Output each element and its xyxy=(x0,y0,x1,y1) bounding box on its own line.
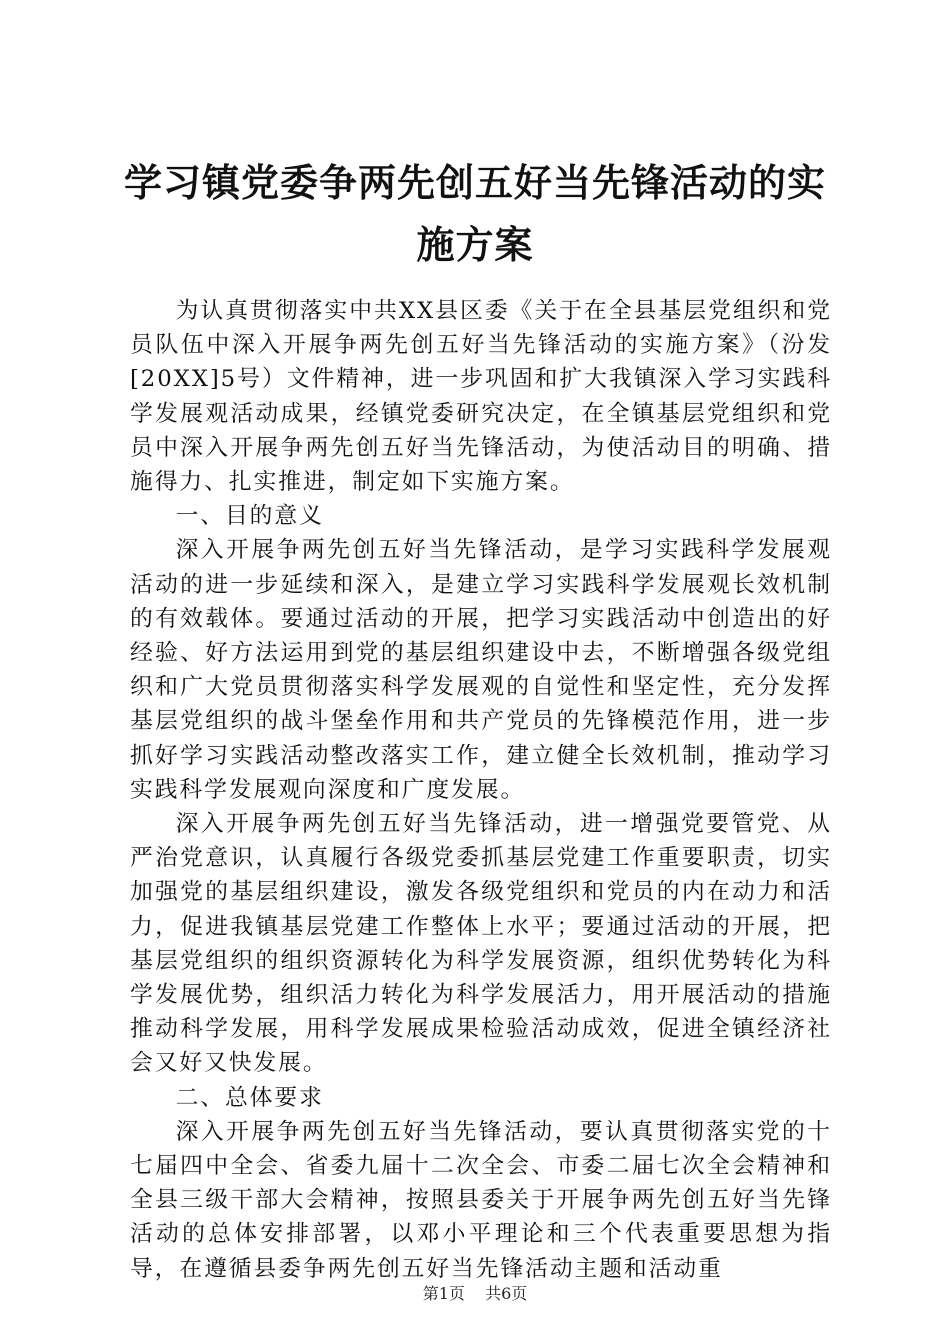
purpose-paragraph-1: 深入开展争两先创五好当先锋活动，是学习实践科学发展观活动的进一步延续和深入，是建立学习实践科学发展观长效机制的有效载体。要通过活动的开展，把学习实践活动中创造出的好经验、好方法运用到党的基层组织建设中去，不断增强各级党组织和广大党员贯彻落实科学发展观的自觉性和坚定性，充分发挥基层党组织的战斗堡垒作用和共产党员的先锋模范作用，进一步抓好学习实践活动整改落实工作，建立健全长效机制，推动学习实践科学发展观向深度和广度发展。 xyxy=(130,537,832,803)
section-heading-requirements: 二、总体要求 xyxy=(175,1084,324,1111)
intro-paragraph: 为认真贯彻落实中共XX县区委《关于在全县基层党组织和党员队伍中深入开展争两先创五好当先锋活动的实施方案》（汾发[20XX]5号）文件精神，进一步巩固和扩大我镇深入学习实践科学发展观活动成果，经镇党委研究决定，在全镇基层党组织和党员中深入开展争两先创五好当先锋活动，为使活动目的明确、措施得力、扎实推进，制定如下实施方案。 xyxy=(130,298,832,496)
page-total: 共6页 xyxy=(485,1284,528,1303)
section-heading-purpose: 一、目的意义 xyxy=(175,503,324,530)
requirements-paragraph: 深入开展争两先创五好当先锋活动，要认真贯彻落实党的十七届四中全会、省委九届十二次全会、市委二届七次全会精神和全县三级干部大会精神，按照县委关于开展争两先创五好当先锋活动的总体安排部署，以邓小平理论和三个代表重要思想为指导，在遵循县委争两先创五好当先锋活动主题和活动重 xyxy=(130,1118,832,1282)
purpose-paragraph-2: 深入开展争两先创五好当先锋活动，进一增强党要管党、从严治党意识，认真履行各级党委抓基层党建工作重要职责，切实加强党的基层组织建设，激发各级党组织和党员的内在动力和活力，促进我镇基层党建工作整体上水平；要通过活动的开展，把基层党组织的组织资源转化为科学发展资源，组织优势转化为科学发展优势，组织活力转化为科学发展活力，用开展活动的措施推动科学发展，用科学发展成果检验活动成效，促进全镇经济社会又好又快发展。 xyxy=(130,811,832,1077)
document-title: 学习镇党委争两先创五好当先锋活动的实施方案 xyxy=(123,160,826,267)
page-footer xyxy=(0,1281,950,1304)
document-body xyxy=(130,294,832,1286)
page-number: 第1页 xyxy=(422,1284,465,1303)
